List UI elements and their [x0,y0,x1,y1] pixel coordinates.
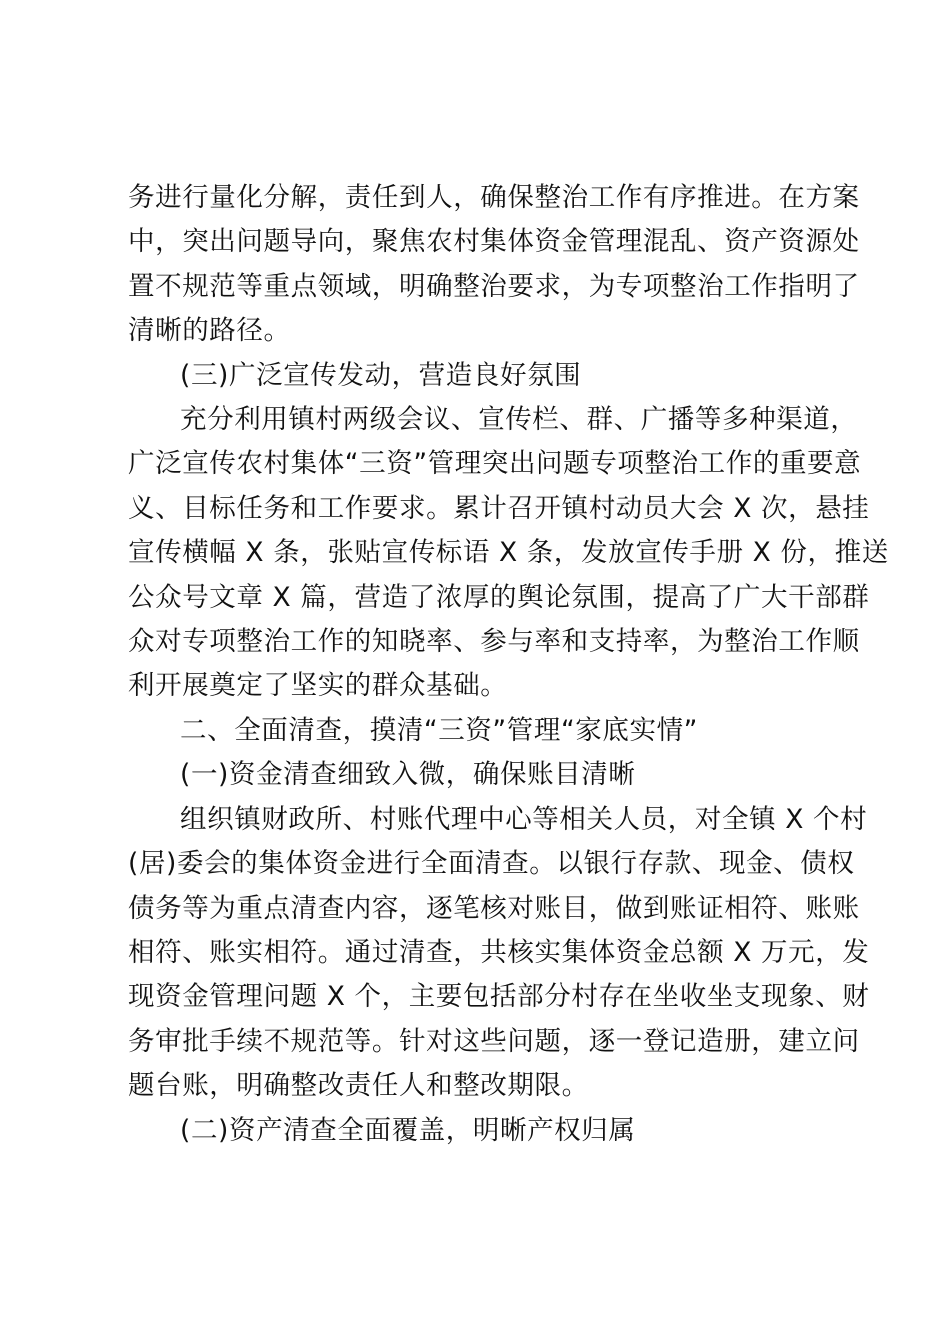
section-heading [128,354,828,398]
text-line: 务审批手续不规范等。针对这些问题，逐一登记造册，建立问 [128,1025,860,1057]
heading-line: (二)资产清查全面覆盖，明晰产权归属 [180,1114,636,1146]
heading-line: 二、全面清查，摸清“三资”管理“家底实情” [180,714,699,746]
text-line: 清晰的路径。 [128,315,291,347]
text-line: 充分利用镇村两级会议、宣传栏、群、广播等多种渠道， [180,404,858,436]
chapter-heading [128,709,828,753]
body-paragraph [128,398,889,709]
text-line: 广泛宣传农村集体“三资”管理突出问题专项整治工作的重要意 [128,448,862,480]
text-line: 债务等为重点清查内容，逐笔核对账目，做到账证相符、账账 [128,892,860,924]
text-line: 众对专项整治工作的知晓率、参与率和支持率，为整治工作顺 [128,626,860,658]
text-line: 现资金管理问题 X 个，主要包括部分村存在坐收坐支现象、财 [128,981,870,1013]
text-line: 公众号文章 X 篇，营造了浓厚的舆论氛围，提高了广大干部群 [128,581,870,613]
text-line: 相符、账实相符。通过清查，共核实集体资金总额 X 万元，发 [128,936,870,968]
text-line: 置不规范等重点领域，明确整治要求，为专项整治工作指明了 [128,270,860,302]
heading-line: (一)资金清查细致入微，确保账目清晰 [180,759,636,791]
heading-line: (三)广泛宣传发动，营造良好氛围 [180,359,582,391]
text-line: (居)委会的集体资金进行全面清查。以银行存款、现金、债权 [128,848,855,880]
text-line: 题台账，明确整改责任人和整改期限。 [128,1070,589,1102]
section-heading [128,753,828,797]
body-paragraph [128,176,860,354]
section-heading [128,1109,828,1153]
text-line: 务进行量化分解，责任到人，确保整治工作有序推进。在方案 [128,182,860,213]
text-line: 组织镇财政所、村账代理中心等相关人员，对全镇 X 个村 [180,803,868,835]
body-paragraph [128,798,870,1109]
text-line: 中，突出问题导向，聚焦农村集体资金管理混乱、资产资源处 [128,226,860,258]
text-line: 义、目标任务和工作要求。累计召开镇村动员大会 X 次，悬挂 [128,492,870,524]
text-line: 利开展奠定了坚实的群众基础。 [128,670,508,702]
text-line: 宣传横幅 X 条，张贴宣传标语 X 条，发放宣传手册 X 份，推送 [128,537,889,569]
document-body [128,176,889,1153]
